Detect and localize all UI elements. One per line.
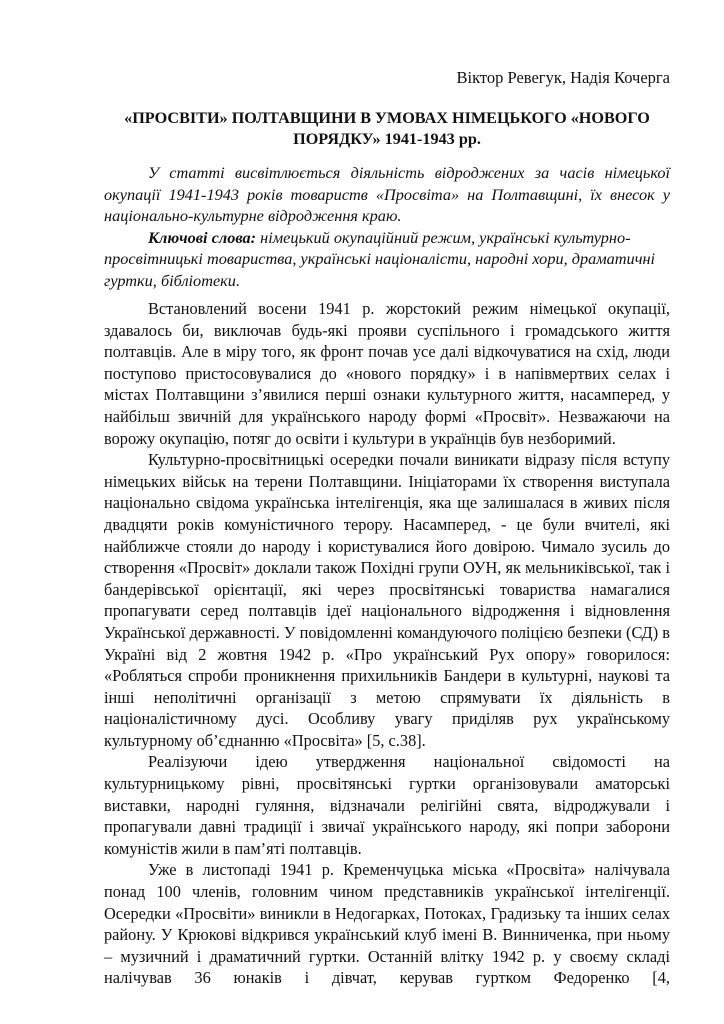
keywords-text: німецький окупаційний режим, українські культурно-просвітницькі товариства, українські націоналісти, народні хори, драматичні гуртки, бібліотеки.	[104, 227, 656, 290]
abstract-block	[104, 162, 670, 291]
keywords-label: Ключові слова:	[148, 227, 257, 247]
keywords	[104, 227, 670, 292]
article-body	[104, 298, 670, 989]
paragraph: Культурно-просвітницькі осередки почали виникати відразу після вступу німецьких військ на терени Полтавщини. Ініціаторами їх створення виступала національно свідома українська інтелігенція, яка ще залишалася в живих після двадцяти років комуністичного терору. Насамперед, - це були вчителі, які найближче стояли до народу і користувалися його довірою. Чимало зусиль до створення «Просвіт» доклали також Похідні групи ОУН, як мельниківської, так і бандерівської орієнтації, які через просвітянські товариства намагалися пропагувати серед полтавців ідеї національного відродження і відновлення Української державності. У повідомленні командуючого поліцією безпеки (СД) в Україні від 2 жовтня 1942 р. «Про український Рух опору» говорилося: «Робляться спроби проникнення прихильників Бандери в культурні, наукові та інші неполітичні організації з метою спрямувати їх діяльність в націоналістичному дусі. Особливу увагу приділяв рух українському культурному об’єднанню «Просвіта» [5, с.38].	[104, 450, 670, 750]
paragraph: Встановлений восени 1941 р. жорстокий режим німецької окупації, здавалось би, виключав будь-які прояви суспільного і громадського життя полтавців. Але в міру того, як фронт почав усе далі відкочуватися на схід, люди поступово пристосовувалися до «нового порядку» і в напівмертвих селах і містах Полтавщини з’явилися перші ознаки культурного життя, насамперед, у найбільш звичній для українського народу формі «Просвіт». Незважаючи на ворожу окупацію, потяг до освіти і культури в українців був незборимий.	[104, 299, 670, 448]
article-title	[104, 108, 670, 150]
title-line-2: ПОРЯДКУ» 1941-1943 рр.	[293, 130, 481, 148]
paragraph: Уже в листопаді 1941 р. Кременчуцька міська «Просвіта» налічувала понад 100 членів, головним чином представників української інтелігенції. Осередки «Просвіти» виникли в Недогарках, Потоках, Градизьку та інших селах району. У Крюкові відкрився український клуб імені В. Винниченка, при ньому – музичний і драматичний гуртки. Останній влітку 1942 р. у своєму складі налічував 36 юнаків і дівчат, керував гуртком Федоренко [4,	[104, 860, 670, 988]
abstract: У статті висвітлюється діяльність відроджених за часів німецької окупації 1941-1943 років товариств «Просвіта» на Полтавщині, їх внесок у національно-культурне відродження краю.	[104, 163, 670, 225]
paragraph: Реалізуючи ідею утвердження національної свідомості на культурницькому рівні, просвітянські гуртки організовували аматорські виставки, народні гуляння, відзначали релігійні свята, відроджували і пропагували давні традиції і звичаї українського народу, які попри заборони комуністів жили в пам’яті полтавців.	[104, 752, 670, 858]
authors: Віктор Ревегук, Надія Кочерга	[456, 68, 670, 87]
title-line-1: «ПРОСВІТИ» ПОЛТАВЩИНИ В УМОВАХ НІМЕЦЬКОГО «НОВОГО	[124, 109, 650, 127]
